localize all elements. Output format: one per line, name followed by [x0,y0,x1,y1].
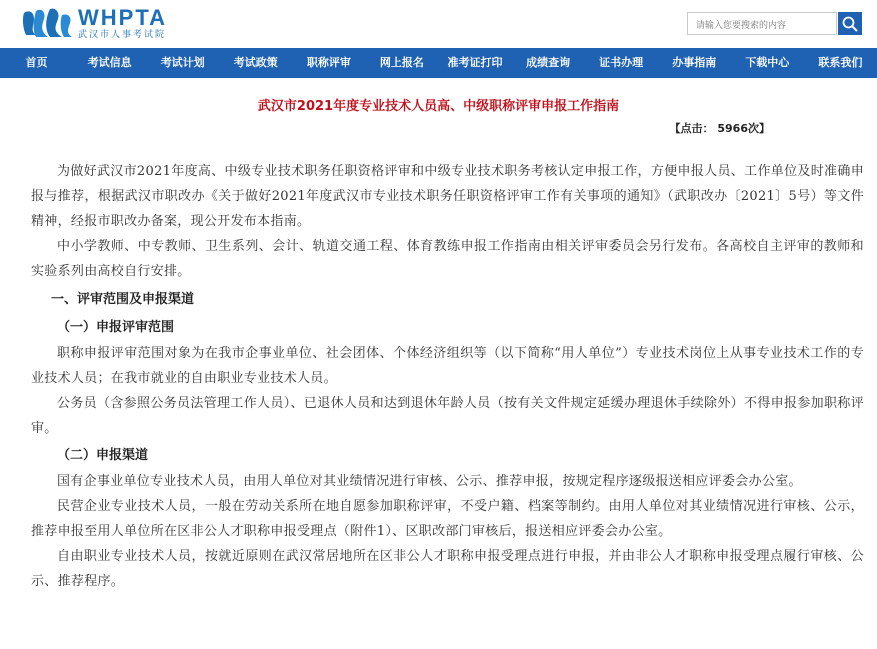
paragraph-state-owned: 国有企事业单位专业技术人员，由用人单位对其业绩情况进行审核、公示、推荐申报，按规定程序逐级报送相应评委会办公室。 [57,474,802,489]
search-input[interactable] [688,16,836,37]
search-box [687,12,837,35]
site-header [0,0,877,48]
search-button[interactable] [838,12,862,35]
paragraph-civil-servants: 公务员（含参照公务员法管理工作人员）、已退休人员和达到退休年龄人员（按有关文件规定延缓办理退休手续除外）不得申报参加职称评审。 [31,396,864,436]
nav-download-center[interactable]: 下载中心 [745,56,790,69]
paragraph-private: 民营企业专业技术人员，一般在劳动关系所在地自愿参加职称评审，不受户籍、档案等制约。由用人单位对其业绩情况进行审核、公示，推荐申报至用人单位所在区非公人才职称申报受理点（附件1）、区职改部门审核后，报送相应评委会办公室。 [31,499,864,539]
subsection-heading-channels: （二）申报渠道 [57,448,149,463]
nav-home[interactable]: 首页 [25,56,48,69]
nav-exam-plan[interactable]: 考试计划 [160,56,205,69]
paragraph-freelance: 自由职业专业技术人员，按就近原则在武汉常居地所在区非公人才职称申报受理点进行申报，并由非公人才职称申报受理点履行审核、公示、推荐程序。 [31,549,864,589]
nav-online-registration[interactable]: 网上报名 [379,56,424,69]
main-nav [0,48,877,78]
nav-exam-info[interactable]: 考试信息 [87,56,132,69]
nav-exam-policy[interactable]: 考试政策 [233,56,278,69]
logo-emblem-icon [22,7,74,41]
logo-subtitle: 武汉市人事考试院 [78,30,167,40]
paragraph-scope: 职称申报评审范围对象为在我市企事业单位、社会团体、个体经济组织等（以下简称“用人单位”）专业技术岗位上从事专业技术工作的专业技术人员；在我市就业的自由职业专业技术人员。 [31,346,864,386]
nav-certificate[interactable]: 证书办理 [599,56,644,69]
search-icon [842,16,858,32]
paragraph-exclusions: 中小学教师、中专教师、卫生系列、会计、轨道交通工程、体育教练申报工作指南由相关评审委员会另行发布。各高校自主评审的教师和实验系列由高校自行安排。 [31,239,864,279]
nav-service-guide[interactable]: 办事指南 [672,56,717,69]
subsection-heading-scope: （一）申报评审范围 [57,320,175,335]
article-title: 武汉市2021年度专业技术人员高、中级职称评审申报工作指南 [257,99,620,114]
click-count: 【点击： 5966次】 [669,122,770,135]
nav-title-review[interactable]: 职称评审 [306,56,351,69]
nav-contact-us[interactable]: 联系我们 [818,56,863,69]
paragraph-intro: 为做好武汉市2021年度高、中级专业技术职务任职资格评审和中级专业技术职务考核认定申报工作，方便申报人员、工作单位及时准确申报与推荐，根据武汉市职改办《关于做好2021年度武汉市专业技术职务任职资格评审工作有关事项的通知》（武职改办〔2021〕5号）等文件精神，经报市职改办备案，现公开发布本指南。 [31,164,864,229]
site-logo[interactable] [22,7,167,41]
nav-score-query[interactable]: 成绩查询 [526,56,571,69]
logo-wordmark: WHPTA [78,5,168,30]
article-body [31,159,864,594]
section-heading: 一、评审范围及申报渠道 [51,292,195,307]
nav-admission-print[interactable]: 准考证打印 [447,56,503,69]
article [0,78,877,589]
